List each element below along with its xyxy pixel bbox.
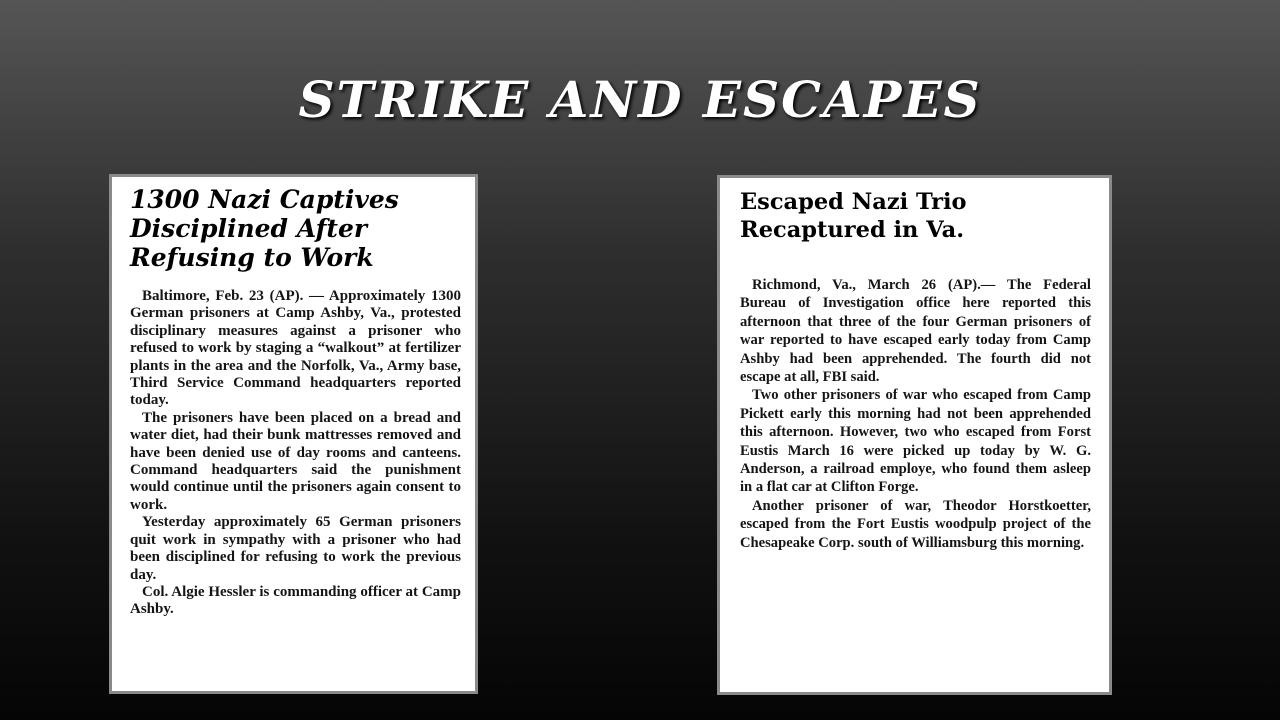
article-paragraph: The prisoners have been placed on a bread and water diet, had their bunk mattresses removed and have been denied use of day rooms and canteens. Command headquarters said the punishment would continue until the prisoners again consent to work. xyxy=(130,409,461,513)
article-paragraph: Col. Algie Hessler is commanding officer at Camp Ashby. xyxy=(130,583,461,618)
article-paragraph: Richmond, Va., March 26 (AP).— The Federal Bureau of Investigation office here reported this afternoon that three of the four German prisoners of war reported to have escaped early today from Camp Ashby had been apprehended. The fourth did not escape at all, FBI said. xyxy=(740,277,1091,386)
article-paragraph: Baltimore, Feb. 23 (AP). — Approximately 1300 German prisoners at Camp Ashby, Va., protested disciplinary measures against a prisoner who refused to work by staging a “walkout” at fertilizer plants in the area and the Norfolk, Va., Army base, Third Service Command headquarters reported today. xyxy=(130,288,461,409)
clipping-article xyxy=(740,276,1091,552)
slide-title: STRIKE AND ESCAPES xyxy=(298,70,982,129)
article-paragraph: Two other prisoners of war who escaped from Camp Pickett early this morning had not been apprehended this afternoon. However, two who escaped from Forst Eustis March 16 were picked up today by W. G. Anderson, a railroad employe, who found them asleep in a flat car at Clifton Forge. xyxy=(740,387,1091,496)
clipping-article xyxy=(130,288,461,619)
clipping-headline: 1300 Nazi Captives Disciplined After Refusing to Work xyxy=(130,185,399,272)
article-paragraph: Yesterday approximately 65 German prisoners quit work in sympathy with a prisoner who had been disciplined for refusing to work the previous day. xyxy=(130,514,461,583)
newspaper-clipping-escapes xyxy=(717,175,1112,695)
article-paragraph: Another prisoner of war, Theodor Horstkoetter, escaped from the Fort Eustis woodpulp project of the Chesapeake Corp. south of Williamsburg this morning. xyxy=(740,497,1091,551)
clipping-headline: Escaped Nazi Trio Recaptured in Va. xyxy=(740,189,967,243)
newspaper-clipping-strike xyxy=(109,174,478,694)
